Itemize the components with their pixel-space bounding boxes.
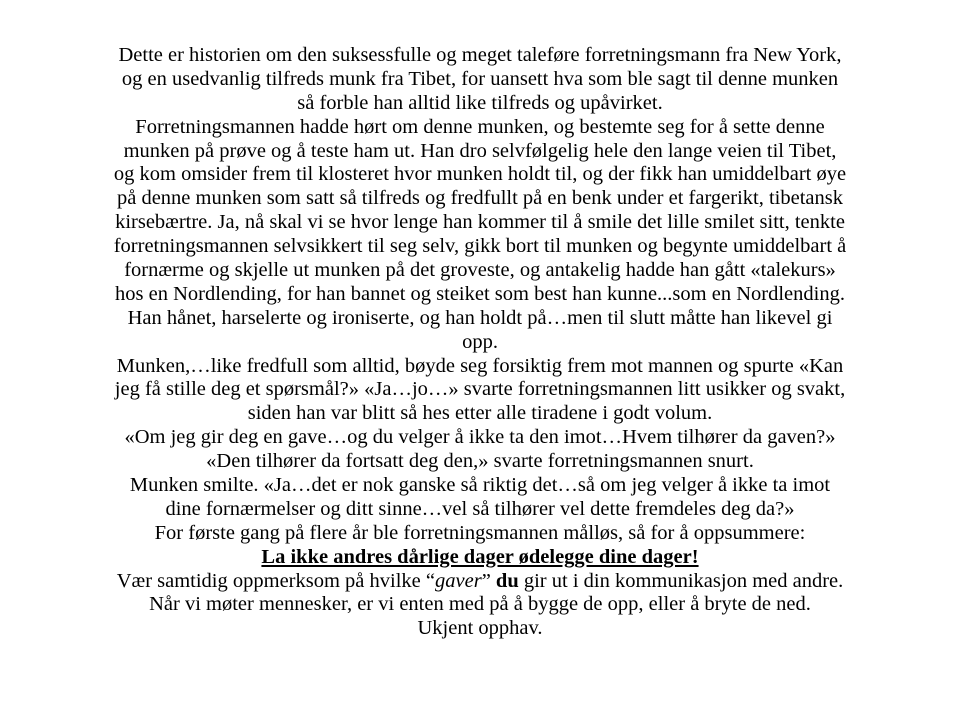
story-line: kirsebærtre. Ja, nå skal vi se hvor lenge han kommer til å smile det lille smilet sitt, tenkte [115, 211, 845, 234]
story-line: «Om jeg gir deg en gave…og du velger å ikke ta den imot…Hvem tilhører da gaven?» [124, 426, 836, 449]
story-line: Han hånet, harselerte og ironiserte, og han holdt på…men til slutt måtte han likevel gi [127, 306, 833, 329]
moral-headline-text: La ikke andres dårlige dager ødelegge dine dager! [261, 545, 699, 568]
story-line: og kom omsider frem til klosteret hvor munken holdt til, og der fikk han umiddelbart øye [113, 163, 847, 186]
story-line: hos en Nordlending, for han bannet og steiket som best han kunne...som en Nordlending. [115, 282, 845, 305]
awareness-suffix: gir ut i din kommunikasjon med andre. [518, 569, 844, 592]
awareness-gifts: gaver [435, 569, 482, 592]
story-text [0, 44, 960, 546]
story-line: Dette er historien om den suksessfulle og meget taleføre forretningsmann fra New York, [118, 44, 842, 66]
story-line: forretningsmannen selvsikkert til seg selv, gikk bort til munken og begynte umiddelbart å [113, 235, 847, 258]
story-line: jeg få stille deg et spørsmål?» «Ja…jo…» svarte forretningsmannen litt usikker og svakt, [114, 378, 846, 401]
awareness-line [0, 570, 960, 594]
story-line: og en usedvanlig tilfreds munk fra Tibet, for uansett hva som ble sagt til denne munken [121, 67, 839, 90]
story-line: siden han var blitt så hes etter alle tiradene i godt volum. [247, 402, 713, 425]
closing-line: Når vi møter mennesker, er vi enten med på å bygge de opp, eller å bryte de ned. [149, 593, 811, 616]
story-line: For første gang på flere år ble forretningsmannen målløs, så for å oppsummere: [154, 521, 806, 544]
story-line: på denne munken som satt så tilfreds og fredfullt på en benk under et fargerikt, tibetansk [116, 187, 844, 210]
story-line: «Den tilhører da fortsatt deg den,» svarte forretningsmannen snurt. [206, 450, 754, 473]
awareness-prefix: Vær samtidig oppmerksom på hvilke “ [116, 569, 435, 592]
story-line: så forble han alltid like tilfreds og upåvirket. [297, 91, 663, 114]
author-line: Ukjent opphav. [417, 617, 543, 640]
story-line: Forretningsmannen hadde hørt om denne munken, og bestemte seg for å sette denne [135, 115, 825, 138]
story-line: fornærme og skjelle ut munken på det groveste, og antakelig hadde han gått «talekurs» [124, 259, 836, 282]
awareness-you: du [495, 569, 519, 592]
story-line: dine fornærmelser og ditt sinne…vel så tilhører vel dette fremdeles deg da?» [165, 497, 795, 520]
story-line: Munken smilte. «Ja…det er nok ganske så riktig det…så om jeg velger å ikke ta imot [129, 474, 831, 497]
story-line: opp. [462, 330, 498, 353]
story-line: munken på prøve og å teste ham ut. Han dro selvfølgelig hele den lange veien til Tibet, [123, 139, 837, 162]
awareness-mid: ” [481, 569, 496, 592]
story-line: Munken,…like fredfull som alltid, bøyde seg forsiktig frem mot mannen og spurte «Kan [116, 354, 844, 377]
moral-headline [0, 546, 960, 570]
